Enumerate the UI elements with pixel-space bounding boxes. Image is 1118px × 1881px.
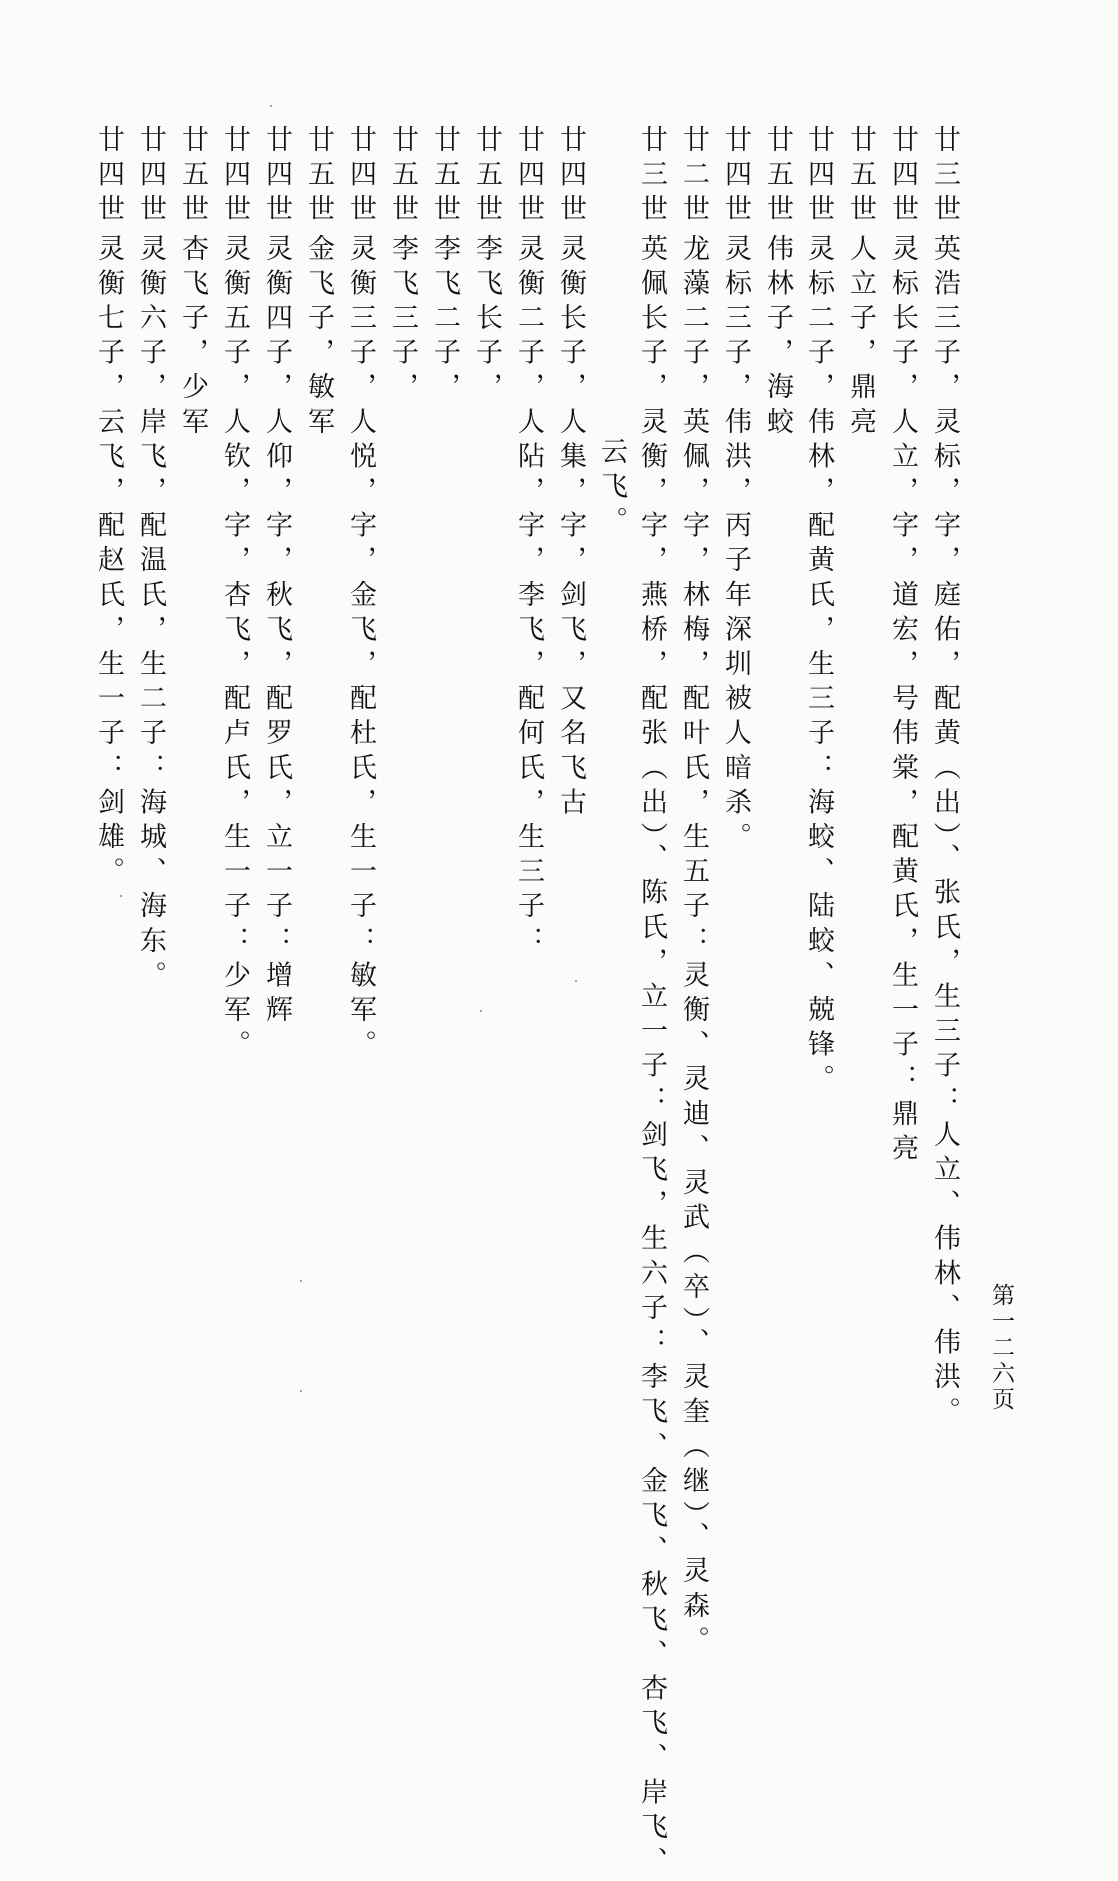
entry	[217, 125, 251, 1575]
entry-text: 灵标长子，人立，字，道宏，号伟棠，配黄氏，生一子：鼎亮	[887, 234, 918, 1169]
entry	[175, 125, 209, 1575]
entry	[927, 125, 961, 1575]
entry-text: 灵衡七子，云飞，配赵氏，生一子：剑雄。	[93, 234, 124, 892]
generation-label: 廿四世	[555, 125, 586, 229]
scan-speck	[270, 105, 272, 107]
entry	[385, 125, 419, 1575]
entry	[718, 125, 752, 1575]
generation-label: 廿四世	[803, 125, 834, 229]
entry-text: 灵标二子，伟林，配黄氏，生三子：海蛟、陆蛟、兢锋。	[803, 234, 834, 1099]
generation-label: 廿五世	[387, 125, 418, 229]
generation-label: 廿五世	[845, 125, 876, 229]
scan-speck	[480, 1010, 482, 1012]
entry-text: 杏飞子，少军	[177, 234, 208, 442]
generation-label: 廿四世	[135, 125, 166, 229]
entry	[553, 125, 587, 1575]
entry-text: 李飞二子，	[429, 234, 460, 407]
generation-label: 廿三世	[636, 125, 667, 229]
entry	[596, 125, 668, 1881]
entry-text: 灵衡长子，人集，字，剑飞，又名飞古	[555, 234, 586, 823]
entry-text: 李飞长子，	[471, 234, 502, 407]
generation-label: 廿五世	[303, 125, 334, 229]
entry	[91, 125, 125, 1575]
scan-speck	[300, 1280, 302, 1282]
entry	[133, 125, 167, 1575]
entry-text: 伟林子，海蛟	[762, 234, 793, 442]
entry-text: 人立子，鼎亮	[845, 234, 876, 442]
entry-text: 灵衡二子，人阽，字，李飞，配何氏，生三子：	[513, 234, 544, 961]
scan-speck	[300, 1390, 302, 1392]
entry	[427, 125, 461, 1575]
generation-label: 廿四世	[219, 125, 250, 229]
generation-label: 廿五世	[471, 125, 502, 229]
entry-text: 英浩三子，灵标，字，庭佑，配黄（出）、张氏，生三子：人立、伟林、伟洪。	[929, 234, 960, 1432]
entry-text: 灵衡六子，岸飞，配温氏，生二子：海城、海东。	[135, 234, 166, 996]
entry	[843, 125, 877, 1575]
scan-speck	[575, 980, 577, 982]
entry	[801, 125, 835, 1575]
entry	[301, 125, 335, 1575]
entry-text: 灵衡四子，人仰，字，秋飞，配罗氏，立一子：增辉	[261, 234, 292, 1030]
generation-label: 廿四世	[93, 125, 124, 229]
entry	[511, 125, 545, 1575]
entry	[343, 125, 377, 1575]
generation-label: 廿四世	[887, 125, 918, 229]
entry-text: 英佩长子，灵衡，字，燕桥，配张（出）、陈氏，立一子：剑飞，生六子：李飞、金飞、秋飞、杏飞、岸飞、	[636, 234, 667, 1881]
entry-text: 金飞子，敏军	[303, 234, 334, 442]
entry-text: 灵标三子，伟洪，丙子年深圳被人暗杀。	[720, 234, 751, 857]
entry-text: 李飞三子，	[387, 234, 418, 407]
generation-label: 廿四世	[720, 125, 751, 229]
page-number: 第一二六页	[988, 1283, 1014, 1413]
entry	[760, 125, 794, 1575]
generation-label: 廿五世	[177, 125, 208, 229]
generation-label: 廿四世	[513, 125, 544, 229]
generation-label: 廿三世	[929, 125, 960, 229]
scan-speck	[120, 895, 122, 897]
entry-text: 龙藻二子，英佩，字，林梅，配叶氏，生五子：灵衡、灵迪、灵武（卒）、灵奎（继）、灵森。	[678, 234, 709, 1661]
entry-text-continuation: 云飞。	[596, 437, 627, 541]
generation-label: 廿二世	[678, 125, 709, 229]
entry	[259, 125, 293, 1575]
generation-label: 廿五世	[429, 125, 460, 229]
generation-label: 廿五世	[762, 125, 793, 229]
entry-text: 灵衡三子，人悦，字，金飞，配杜氏，生一子：敏军。	[345, 234, 376, 1065]
entry-text: 灵衡五子，人钦，字，杏飞，配卢氏，生一子：少军。	[219, 234, 250, 1065]
entry	[676, 125, 710, 1661]
generation-label: 廿四世	[261, 125, 292, 229]
generation-label: 廿四世	[345, 125, 376, 229]
entry	[469, 125, 503, 1575]
entry	[885, 125, 919, 1575]
